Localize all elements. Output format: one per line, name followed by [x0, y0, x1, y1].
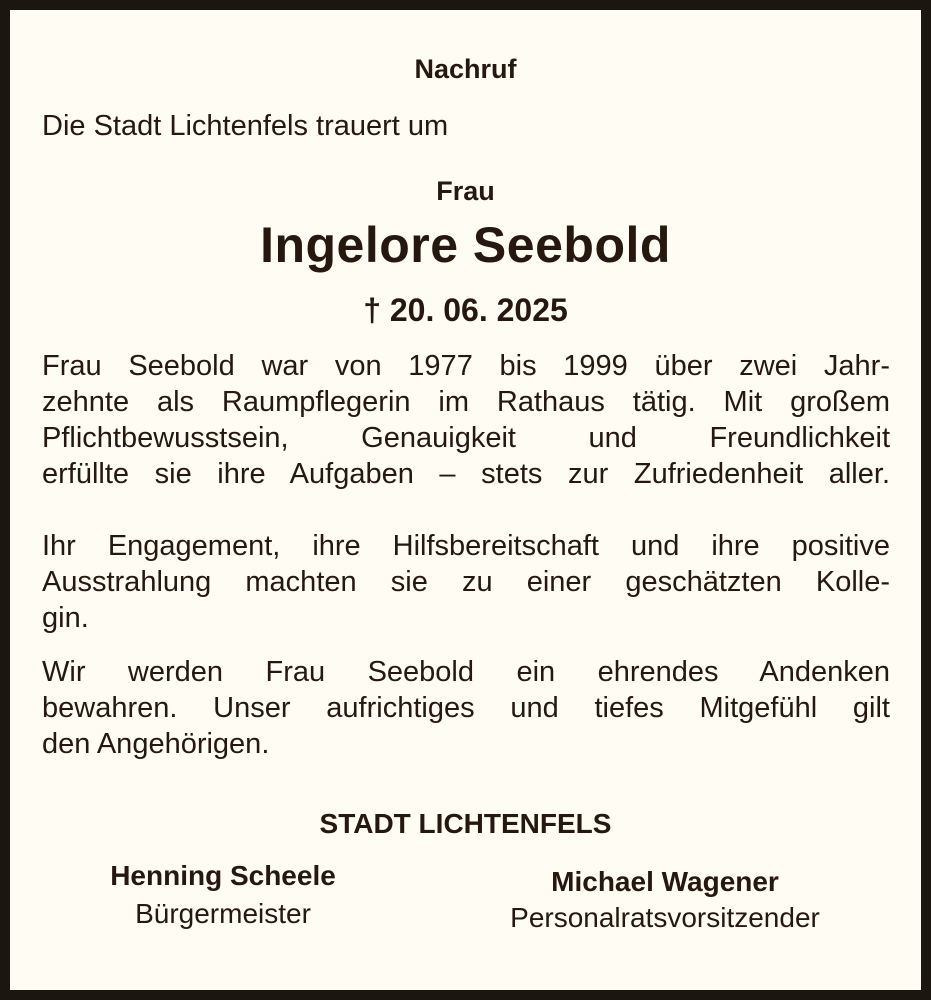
signatory-title: Personalratsvorsitzender — [510, 902, 820, 933]
paragraph-1-line: Frau Seebold war von 1977 bis 1999 über zwei Jahr- — [42, 350, 890, 382]
signatory-left — [62, 860, 384, 930]
paragraph-1-line: Pflichtbewusstsein, Genauigkeit und Freundlichkeit — [42, 422, 890, 454]
intro-text: Die Stadt Lichtenfels trauert um — [42, 110, 449, 142]
paragraph-3-line: bewahren. Unser aufrichtiges und tiefes Mitgefühl gilt — [42, 692, 890, 724]
paragraph-2-line: gin. — [42, 602, 89, 634]
signatory-name: Henning Scheele — [110, 860, 336, 891]
death-date: † 20. 06. 2025 — [363, 292, 568, 328]
signatory-name: Michael Wagener — [551, 866, 779, 897]
deceased-name: Ingelore Seebold — [260, 217, 671, 273]
paragraph-1-line: erfüllte sie ihre Aufgaben – stets zur Zufriedenheit aller. — [42, 458, 890, 490]
paragraph-2-line: Ihr Engagement, ihre Hilfsbereitschaft und ihre positive — [42, 530, 890, 562]
paragraph-2-line: Ausstrahlung machten sie zu einer geschätzten Kolle- — [42, 566, 890, 598]
organization-name: STADT LICHTENFELS — [319, 808, 612, 839]
obituary-notice — [10, 10, 921, 990]
signatory-title: Bürgermeister — [135, 898, 311, 929]
salutation: Frau — [436, 176, 495, 206]
paragraph-1-line: zehnte als Raumpflegerin im Rathaus tätig. Mit großem — [42, 386, 890, 418]
paragraph-3-line: Wir werden Frau Seebold ein ehrendes Andenken — [42, 656, 890, 688]
signatory-right — [460, 866, 870, 934]
heading: Nachruf — [414, 54, 517, 84]
paragraph-3-line: den Angehörigen. — [42, 728, 270, 760]
